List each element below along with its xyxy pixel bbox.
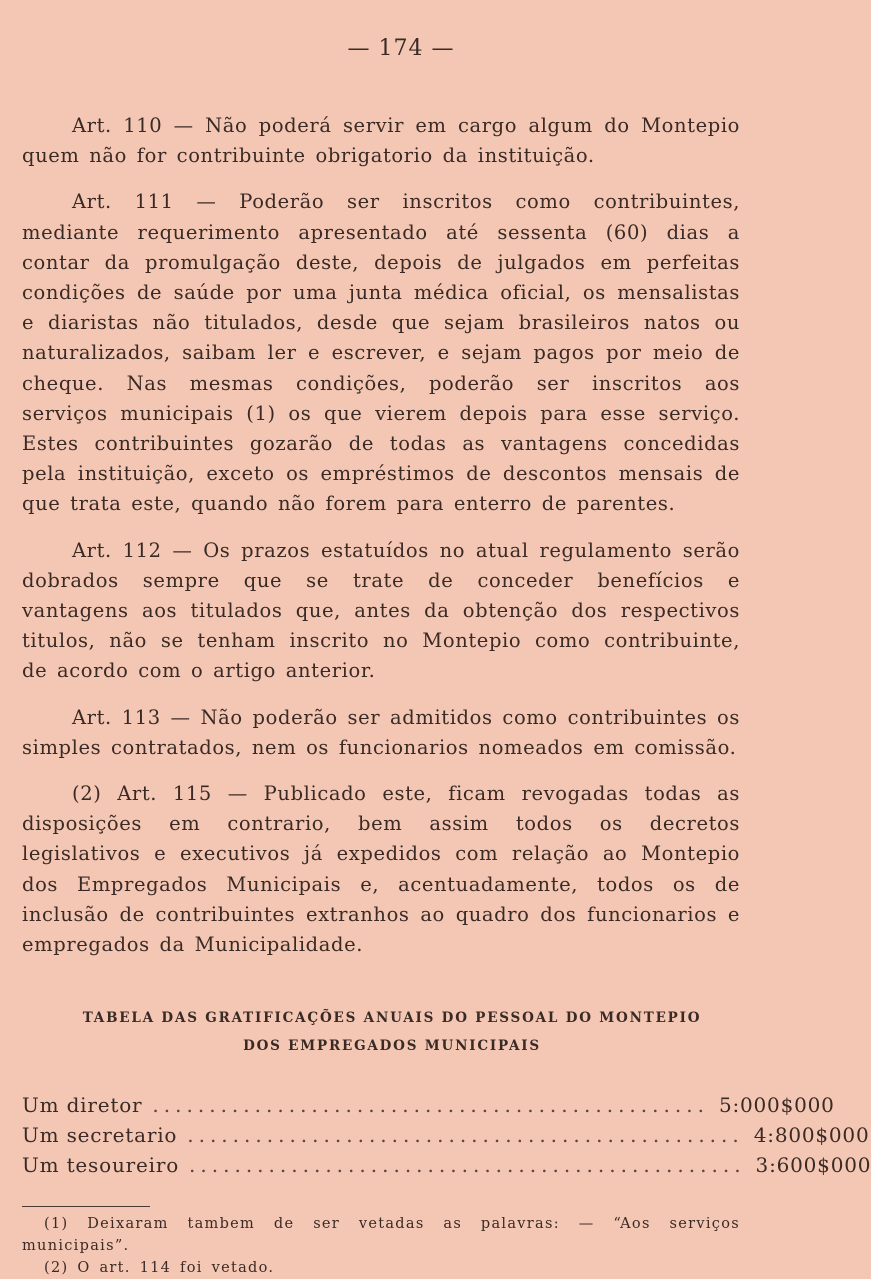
table-title-line-2: DOS EMPREGADOS MUNICIPAIS <box>243 1038 541 1055</box>
dot-leader: ................................................. <box>187 1123 744 1148</box>
footnote-2: (2) O art. 114 foi vetado. <box>44 1260 275 1277</box>
row-value: 4:800$000 <box>753 1123 870 1148</box>
dot-leader: ................................................. <box>152 1093 709 1118</box>
dot-leader: ................................................. <box>189 1153 746 1178</box>
row-role: Um diretor <box>22 1093 143 1118</box>
footnotes <box>22 1213 740 1279</box>
page-number: — 174 — <box>347 36 455 61</box>
row-value: 5:000$000 <box>718 1093 835 1118</box>
table-title-line-1: TABELA DAS GRATIFICAÇÕES ANUAIS DO PESSOAL DO MONTEPIO <box>82 1010 702 1027</box>
article-115: (2) Art. 115 — Publicado este, ficam revogadas todas as disposições em contrario, bem assim todos os decretos legislativos e executivos já expedidos com relação ao Montepio dos Empregados Municipais e, acentuadamente, todos os de inclusão de contribuintes extranhos ao quadro dos funcionarios e empregados da Municipalidade. <box>22 782 740 957</box>
article-113: Art. 113 — Não poderão ser admitidos como contribuintes os simples contratados, nem os funcionarios nomeados em comissão. <box>22 705 740 759</box>
footnote-1: (1) Deixaram tambem de ser vetadas as palavras: — “Aos serviços municipais”. <box>22 1216 740 1255</box>
table-row <box>22 1090 835 1120</box>
articles-body <box>22 111 740 960</box>
row-role: Um secretario <box>22 1123 178 1148</box>
table-row <box>22 1150 871 1180</box>
table-row <box>22 1120 870 1150</box>
article-112: Art. 112 — Os prazos estatuídos no atual regulamento serão dobrados sempre que se trate de conceder benefícios e vantagens aos titulados que, antes da obtenção dos respectivos titulos, não se tenham inscrito no Montepio como contribuinte, de acordo com o artigo anterior. <box>22 538 740 683</box>
article-110: Art. 110 — Não poderá servir em cargo algum do Montepio quem não for contribuinte obrigatorio da instituição. <box>22 114 740 168</box>
row-role: Um tesoureiro <box>22 1153 180 1178</box>
row-value: 3:600$000 <box>755 1153 871 1178</box>
gratification-table <box>22 1090 871 1180</box>
table-title <box>44 1004 740 1060</box>
footnote-divider <box>22 1206 150 1207</box>
article-111: Art. 111 — Poderão ser inscritos como contribuintes, mediante requerimento apresentado até sessenta (60) dias a contar da promulgação deste, depois de julgados em perfeitas condições de saúde por uma junta médica oficial, os mensalistas e diaristas não titulados, desde que sejam brasileiros natos ou naturalizados, saibam ler e escrever, e sejam pagos por meio de cheque. Nas mesmas condições, poderão ser inscritos aos serviços municipais (1) os que vierem depois para esse serviço. Estes contribuintes gozarão de todas as vantagens concedidas pela instituição, exceto os empréstimos de descontos mensais de que trata este, quando não forem para enterro de parentes. <box>22 190 740 516</box>
